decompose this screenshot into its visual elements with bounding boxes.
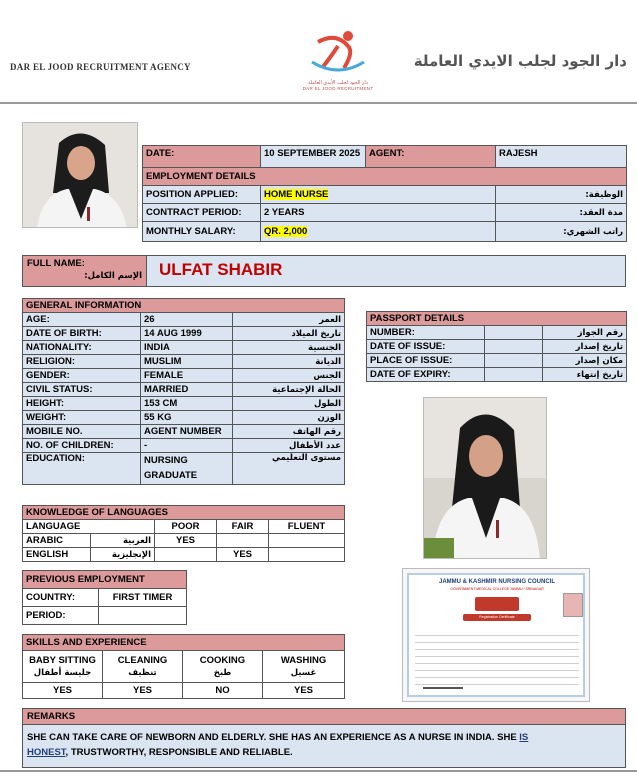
skill-name-arabic: جليسة أطفال bbox=[33, 667, 92, 678]
general-info-label: CIVIL STATUS: bbox=[23, 383, 141, 397]
general-info-label-arabic: العمر bbox=[233, 313, 345, 327]
general-info-label-arabic: تاريخ الميلاد bbox=[233, 327, 345, 341]
general-info-value: 26 bbox=[141, 313, 233, 327]
agency-logo bbox=[283, 28, 393, 100]
languages-table bbox=[22, 505, 345, 562]
skill-name: CLEANING bbox=[117, 654, 168, 666]
passport-details-title: PASSPORT DETAILS bbox=[367, 312, 627, 326]
skill-header bbox=[103, 651, 183, 683]
general-info-label-arabic: الديانة bbox=[233, 355, 345, 369]
passport-label-arabic: رقم الجواز bbox=[543, 326, 627, 340]
logo-english-text: DAR EL JOOD RECRUITMENT bbox=[302, 86, 374, 91]
skill-header bbox=[183, 651, 263, 683]
general-info-row bbox=[23, 369, 345, 383]
general-info-row bbox=[23, 425, 345, 439]
education-label-arabic: مستوى التعليمي bbox=[233, 453, 345, 485]
general-info-label: NO. OF CHILDREN: bbox=[23, 439, 141, 453]
general-info-value: 55 KG bbox=[141, 411, 233, 425]
general-info-row bbox=[23, 383, 345, 397]
general-info-row bbox=[23, 411, 345, 425]
general-info-value: 14 AUG 1999 bbox=[141, 327, 233, 341]
skill-name: COOKING bbox=[199, 654, 246, 666]
general-info-label: HEIGHT: bbox=[23, 397, 141, 411]
agent-label: AGENT: bbox=[366, 146, 496, 168]
language-english-fluent bbox=[269, 548, 345, 562]
remarks-underlined-is: IS bbox=[519, 732, 529, 743]
general-information-title: GENERAL INFORMATION bbox=[23, 299, 345, 313]
certificate-emblem-icon bbox=[475, 597, 519, 611]
education-value-line2: GRADUATE bbox=[144, 470, 198, 481]
skill-value: NO bbox=[183, 683, 263, 699]
logo-arabic-text: دار الجود لجلب الأيدي العاملة bbox=[308, 80, 368, 86]
general-info-row bbox=[23, 341, 345, 355]
general-info-value: AGENT NUMBER bbox=[141, 425, 233, 439]
skills-title: SKILLS AND EXPERIENCE bbox=[23, 635, 345, 651]
language-english-name-ar: الإنجليزية bbox=[91, 548, 155, 562]
skill-header bbox=[263, 651, 345, 683]
general-info-label: RELIGION: bbox=[23, 355, 141, 369]
date-label: DATE: bbox=[143, 146, 261, 168]
full-name-value: ULFAT SHABIR bbox=[159, 260, 283, 279]
remarks-box bbox=[22, 708, 626, 768]
general-info-label-arabic: الوزن bbox=[233, 411, 345, 425]
skill-value: YES bbox=[23, 683, 103, 699]
passport-value bbox=[485, 368, 543, 382]
candidate-photo-large bbox=[423, 397, 547, 559]
salary-label: MONTHLY SALARY: bbox=[143, 222, 261, 242]
header-divider bbox=[0, 102, 637, 104]
full-name-label-cell bbox=[23, 256, 147, 286]
language-arabic-name-ar: العربية bbox=[91, 534, 155, 548]
logo-figure-icon bbox=[308, 28, 368, 76]
general-info-label-arabic: الجنس bbox=[233, 369, 345, 383]
contract-value: 2 YEARS bbox=[261, 204, 496, 222]
general-info-value: MARRIED bbox=[141, 383, 233, 397]
salary-label-arabic: راتب الشهري: bbox=[496, 222, 627, 242]
passport-value bbox=[485, 326, 543, 340]
skills-value-row bbox=[23, 683, 345, 699]
general-info-row bbox=[23, 355, 345, 369]
previous-employment-table bbox=[22, 570, 187, 625]
general-info-label-arabic: الحالة الإجتماعية bbox=[233, 383, 345, 397]
certificate-subtitle: GOVERNMENT MEDICAL COLLEGE JAMMU / SRINAGAR bbox=[450, 587, 544, 591]
passport-row bbox=[367, 368, 627, 382]
language-english-fair: YES bbox=[217, 548, 269, 562]
language-arabic-name: ARABIC bbox=[23, 534, 91, 548]
position-label-arabic: الوظيفة: bbox=[496, 186, 627, 204]
skill-name: WASHING bbox=[280, 654, 327, 666]
employment-table bbox=[142, 145, 627, 242]
language-english-name: ENGLISH bbox=[23, 548, 91, 562]
passport-row bbox=[367, 326, 627, 340]
position-value: HOME NURSE bbox=[264, 189, 329, 200]
contract-label-arabic: مدة العقد: bbox=[496, 204, 627, 222]
country-value: FIRST TIMER bbox=[99, 589, 187, 607]
language-arabic-fluent bbox=[269, 534, 345, 548]
language-arabic-fair bbox=[217, 534, 269, 548]
general-info-label: MOBILE NO. bbox=[23, 425, 141, 439]
passport-row bbox=[367, 340, 627, 354]
position-label: POSITION APPLIED: bbox=[143, 186, 261, 204]
general-info-label: AGE: bbox=[23, 313, 141, 327]
remarks-text bbox=[23, 725, 625, 765]
education-label: EDUCATION: bbox=[23, 453, 141, 485]
footer-divider bbox=[0, 770, 637, 772]
remarks-text-part2: , TRUSTWORTHY, RESPONSIBLE AND RELIABLE. bbox=[65, 747, 293, 758]
fair-header: FAIR bbox=[217, 520, 269, 534]
general-info-value: - bbox=[141, 439, 233, 453]
skill-name-arabic: طبخ bbox=[213, 667, 232, 678]
remarks-text-part1: SHE CAN TAKE CARE OF NEWBORN AND ELDERLY. SHE HAS AN EXPERIENCE AS A NURSE IN INDIA. SHE bbox=[27, 732, 520, 743]
general-info-label: GENDER: bbox=[23, 369, 141, 383]
general-info-value: INDIA bbox=[141, 341, 233, 355]
passport-value bbox=[485, 354, 543, 368]
language-header: LANGUAGE bbox=[23, 520, 155, 534]
general-info-row bbox=[23, 327, 345, 341]
remarks-underlined-honest: HONEST bbox=[27, 747, 66, 758]
full-name-box bbox=[22, 255, 626, 287]
skill-header bbox=[23, 651, 103, 683]
full-name-label-arabic: الإسم الكامل: bbox=[84, 271, 142, 281]
agency-name-arabic: دار الجود لجلب الايدي العاملة bbox=[413, 52, 627, 70]
education-value bbox=[141, 453, 233, 485]
passport-details-table bbox=[366, 311, 627, 382]
skill-name-arabic: غسيل bbox=[290, 667, 317, 678]
general-info-row bbox=[23, 313, 345, 327]
skill-value: YES bbox=[103, 683, 183, 699]
skill-name: BABY SITTING bbox=[29, 654, 96, 666]
passport-row bbox=[367, 354, 627, 368]
education-value-line1: NURSING bbox=[144, 455, 188, 466]
passport-value bbox=[485, 340, 543, 354]
certificate-photo bbox=[563, 593, 583, 617]
salary-value: QR. 2,000 bbox=[264, 226, 308, 237]
period-label: PERIOD: bbox=[23, 607, 99, 625]
passport-label-arabic: تاريخ إصدار bbox=[543, 340, 627, 354]
certificate-text-lines bbox=[415, 629, 579, 685]
passport-label: DATE OF ISSUE: bbox=[367, 340, 485, 354]
language-english-poor bbox=[155, 548, 217, 562]
general-info-label: NATIONALITY: bbox=[23, 341, 141, 355]
employment-details-title: EMPLOYMENT DETAILS bbox=[143, 168, 627, 186]
full-name-label: FULL NAME: bbox=[27, 258, 85, 269]
certificate-title: JAMMU & KASHMIR NURSING COUNCIL bbox=[439, 579, 555, 585]
poor-header: POOR bbox=[155, 520, 217, 534]
skill-value: YES bbox=[263, 683, 345, 699]
remarks-title: REMARKS bbox=[23, 709, 625, 725]
skill-name-arabic: تنظيف bbox=[128, 667, 157, 678]
general-information-table bbox=[22, 298, 345, 485]
general-info-value: FEMALE bbox=[141, 369, 233, 383]
date-value: 10 SEPTEMBER 2025 bbox=[261, 146, 366, 168]
general-info-label-arabic: الطول bbox=[233, 397, 345, 411]
country-label: COUNTRY: bbox=[23, 589, 99, 607]
general-info-row bbox=[23, 397, 345, 411]
nursing-certificate-image bbox=[402, 568, 590, 702]
certificate-signature bbox=[423, 687, 463, 689]
language-arabic-poor: YES bbox=[155, 534, 217, 548]
general-info-label: DATE OF BIRTH: bbox=[23, 327, 141, 341]
passport-label: PLACE OF ISSUE: bbox=[367, 354, 485, 368]
passport-label: NUMBER: bbox=[367, 326, 485, 340]
passport-label: DATE OF EXPIRY: bbox=[367, 368, 485, 382]
candidate-photo-small bbox=[22, 122, 138, 228]
general-info-value: 153 CM bbox=[141, 397, 233, 411]
passport-label-arabic: تاريخ إنتهاء bbox=[543, 368, 627, 382]
general-info-label-arabic: الجنسية bbox=[233, 341, 345, 355]
previous-employment-title: PREVIOUS EMPLOYMENT bbox=[23, 571, 187, 589]
fluent-header: FLUENT bbox=[269, 520, 345, 534]
general-info-row bbox=[23, 439, 345, 453]
agency-name-english: DAR EL JOOD RECRUITMENT AGENCY bbox=[10, 62, 191, 72]
general-info-value: MUSLIM bbox=[141, 355, 233, 369]
certificate-badge: Registration Certificate bbox=[463, 614, 531, 621]
contract-label: CONTRACT PERIOD: bbox=[143, 204, 261, 222]
agent-value: RAJESH bbox=[496, 146, 627, 168]
general-info-label: WEIGHT: bbox=[23, 411, 141, 425]
skills-table bbox=[22, 634, 345, 699]
skills-header-row bbox=[23, 651, 345, 683]
general-info-label-arabic: رقم الهاتف bbox=[233, 425, 345, 439]
period-value bbox=[99, 607, 187, 625]
general-info-label-arabic: عدد الأطفال bbox=[233, 439, 345, 453]
languages-title: KNOWLEDGE OF LANGUAGES bbox=[23, 506, 345, 520]
passport-label-arabic: مكان إصدار bbox=[543, 354, 627, 368]
